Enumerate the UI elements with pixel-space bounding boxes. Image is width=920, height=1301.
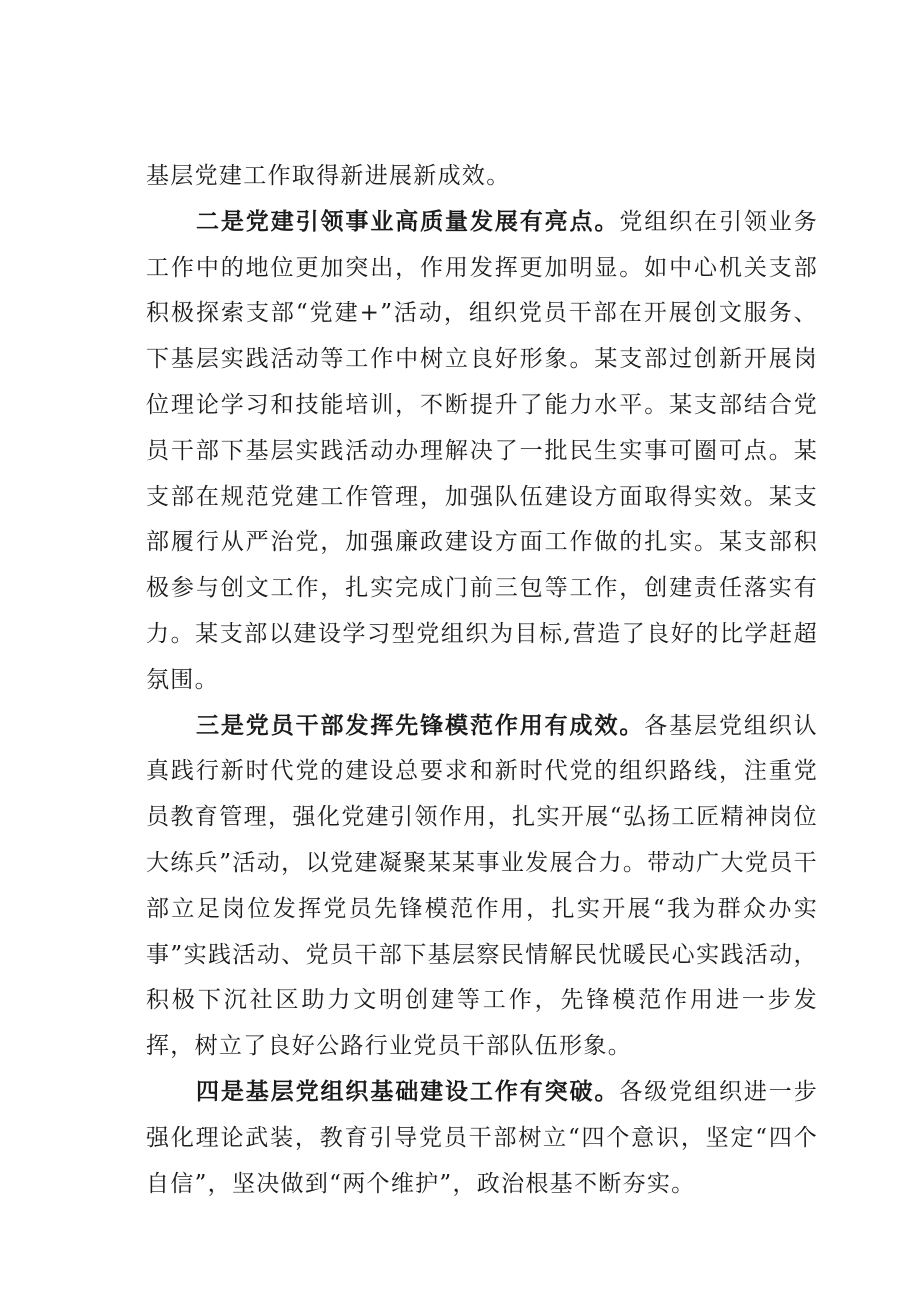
paragraph-text: 各基层党组织认真践行新时代党的建设总要求和新时代党的组织路线，注重党员教育管理，强化党建引领作用，扎实开展“弘扬工匠精神岗位大练兵”活动，以党建凝聚某某事业发展合力。带动广大党员干部立足岗位发挥党员先锋模范作用，扎实开展“我为群众办实事”实践活动、党员干部下基层察民情解民忧暖民心实践活动，积极下沉社区助力文明创建等工作，先锋模范作用进一步发挥，树立了良好公路行业党员干部队伍形象。 xyxy=(146,712,818,1060)
paragraph-point-four xyxy=(146,1070,818,1207)
document-body xyxy=(146,154,818,1207)
paragraph-point-three xyxy=(146,704,818,1070)
paragraph-lead-heading: 四是基层党组织基础建设工作有突破。 xyxy=(196,1078,620,1105)
paragraph-continuation xyxy=(146,154,818,200)
paragraph-text: 基层党建工作取得新进展新成效。 xyxy=(146,163,511,189)
paragraph-point-two xyxy=(146,200,818,704)
paragraph-lead-heading: 三是党员干部发挥先锋模范作用有成效。 xyxy=(196,712,645,739)
paragraph-text: 党组织在引领业务工作中的地位更加突出，作用发挥更加明显。如中心机关支部积极探索支部“党建+”活动，组织党员干部在开展创文服务、下基层实践活动等工作中树立良好形象。某支部过创新开展岗位理论学习和技能培训，不断提升了能力水平。某支部结合党员干部下基层实践活动办理解决了一批民生实事可圈可点。某支部在规范党建工作管理，加强队伍建设方面取得实效。某支部履行从严治党，加强廉政建设方面工作做的扎实。某支部积极参与创文工作，扎实完成门前三包等工作，创建责任落实有力。某支部以建设学习型党组织为目标,营造了良好的比学赶超氛围。 xyxy=(146,208,818,693)
paragraph-text: 各级党组织进一步强化理论武装，教育引导党员干部树立“四个意识，坚定“四个自信”，坚决做到“两个维护”，政治根基不断夯实。 xyxy=(146,1078,818,1197)
paragraph-lead-heading: 二是党建引领事业高质量发展有亮点。 xyxy=(196,208,620,235)
